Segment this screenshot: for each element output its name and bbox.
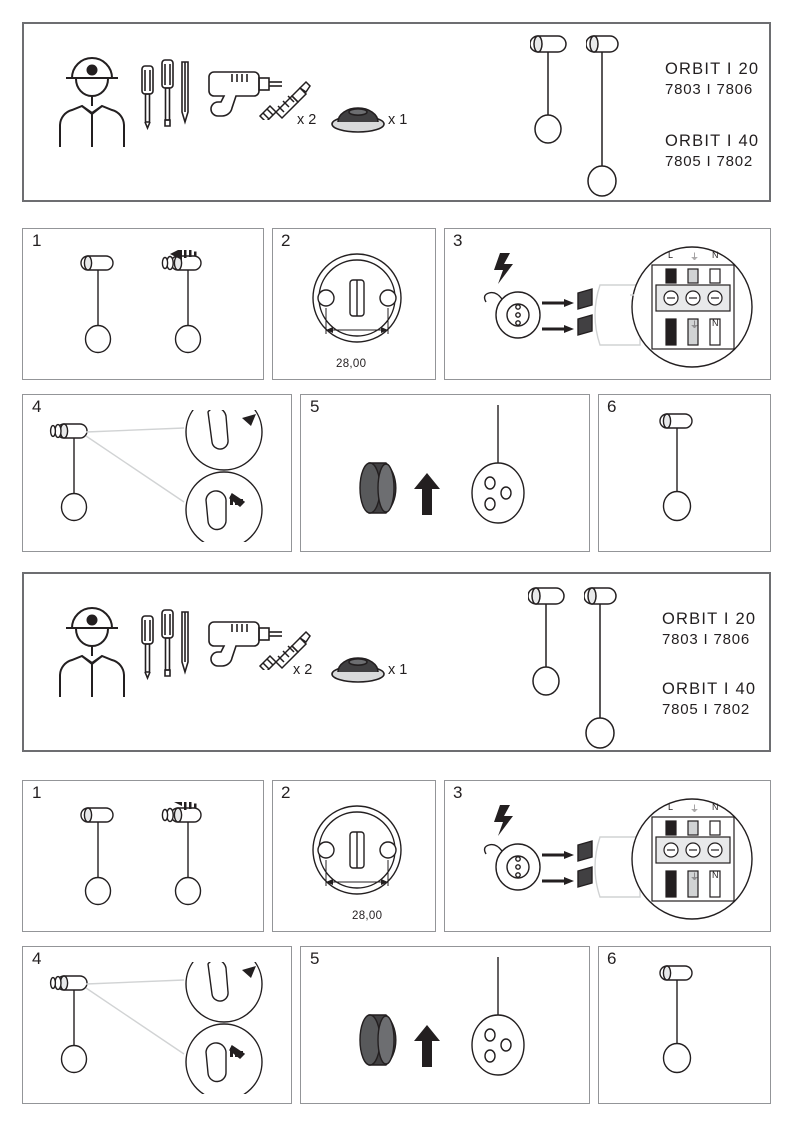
screwdrivers-icon xyxy=(136,608,200,686)
model-code: 7803 I 7806 xyxy=(665,81,754,99)
step5-illustration xyxy=(350,957,550,1097)
step1-illustration xyxy=(60,802,240,917)
step-number-3: 3 xyxy=(453,783,463,802)
model-code: 7805 I 7802 xyxy=(665,153,754,171)
step4-illustration xyxy=(36,410,286,542)
step-number-2: 2 xyxy=(281,783,291,802)
step5-illustration xyxy=(350,405,550,545)
model-block-orbit20-2 xyxy=(662,608,756,651)
terminal-label-top-l: L xyxy=(668,250,674,260)
pendant-lamp-orbit40-preview xyxy=(584,580,644,750)
model-code: 7803 I 7806 xyxy=(662,631,751,649)
model-block-orbit40-1 xyxy=(665,130,759,173)
installer-person-icon xyxy=(50,48,132,148)
ceiling-rose-icon xyxy=(330,100,386,134)
step2-dimension-label: 28,00 xyxy=(336,358,367,370)
ceiling-rose-icon xyxy=(330,650,386,684)
step3-illustration xyxy=(480,797,770,922)
step-number-5: 5 xyxy=(310,949,320,968)
step4-illustration xyxy=(36,962,286,1094)
step-number-3: 3 xyxy=(453,231,463,250)
rose-quantity-label: x 1 xyxy=(388,112,408,128)
model-name: ORBIT I 20 xyxy=(665,60,760,78)
model-block-orbit20-1 xyxy=(665,58,759,101)
step1-illustration xyxy=(60,250,240,365)
step-number-6: 6 xyxy=(607,949,617,968)
plug-quantity-label: x 2 xyxy=(293,662,313,678)
model-name: ORBIT I 40 xyxy=(665,132,760,150)
screwdrivers-icon xyxy=(136,58,200,136)
terminal-label-top-n: N xyxy=(712,802,719,812)
step6-illustration xyxy=(645,960,735,1090)
terminal-label-top-e: ⏚ xyxy=(690,804,700,814)
model-code: 7805 I 7802 xyxy=(662,701,751,719)
step-number-5: 5 xyxy=(310,397,320,416)
model-name: ORBIT I 20 xyxy=(662,610,757,628)
step-number-1: 1 xyxy=(32,231,42,250)
installer-person-icon xyxy=(50,598,132,698)
step2-dimension-label: 28,00 xyxy=(352,910,383,922)
pendant-lamp-orbit20-preview xyxy=(530,28,590,148)
terminal-label-top-e: ⏚ xyxy=(690,252,700,262)
model-name: ORBIT I 40 xyxy=(662,680,757,698)
step-number-1: 1 xyxy=(32,783,42,802)
terminal-label-bottom-n: N xyxy=(712,318,719,328)
step-number-6: 6 xyxy=(607,397,617,416)
step6-illustration xyxy=(645,408,735,538)
pendant-lamp-orbit40-preview xyxy=(586,28,646,198)
rose-quantity-label: x 1 xyxy=(388,662,408,678)
step-number-4: 4 xyxy=(32,397,42,416)
step-number-4: 4 xyxy=(32,949,42,968)
terminal-label-bottom-n: N xyxy=(712,870,719,880)
terminal-label-bottom-l: L xyxy=(668,870,674,880)
plug-quantity-label: x 2 xyxy=(297,112,317,128)
pendant-lamp-orbit20-preview xyxy=(528,580,588,700)
step-number-2: 2 xyxy=(281,231,291,250)
step3-illustration xyxy=(480,245,770,370)
terminal-label-top-n: N xyxy=(712,250,719,260)
step2-illustration xyxy=(300,802,415,902)
step2-illustration xyxy=(300,250,415,350)
terminal-label-top-l: L xyxy=(668,802,674,812)
terminal-label-bottom-e: ⏚ xyxy=(690,872,700,882)
model-block-orbit40-2 xyxy=(662,678,756,721)
terminal-label-bottom-l: L xyxy=(668,318,674,328)
terminal-label-bottom-e: ⏚ xyxy=(690,320,700,330)
